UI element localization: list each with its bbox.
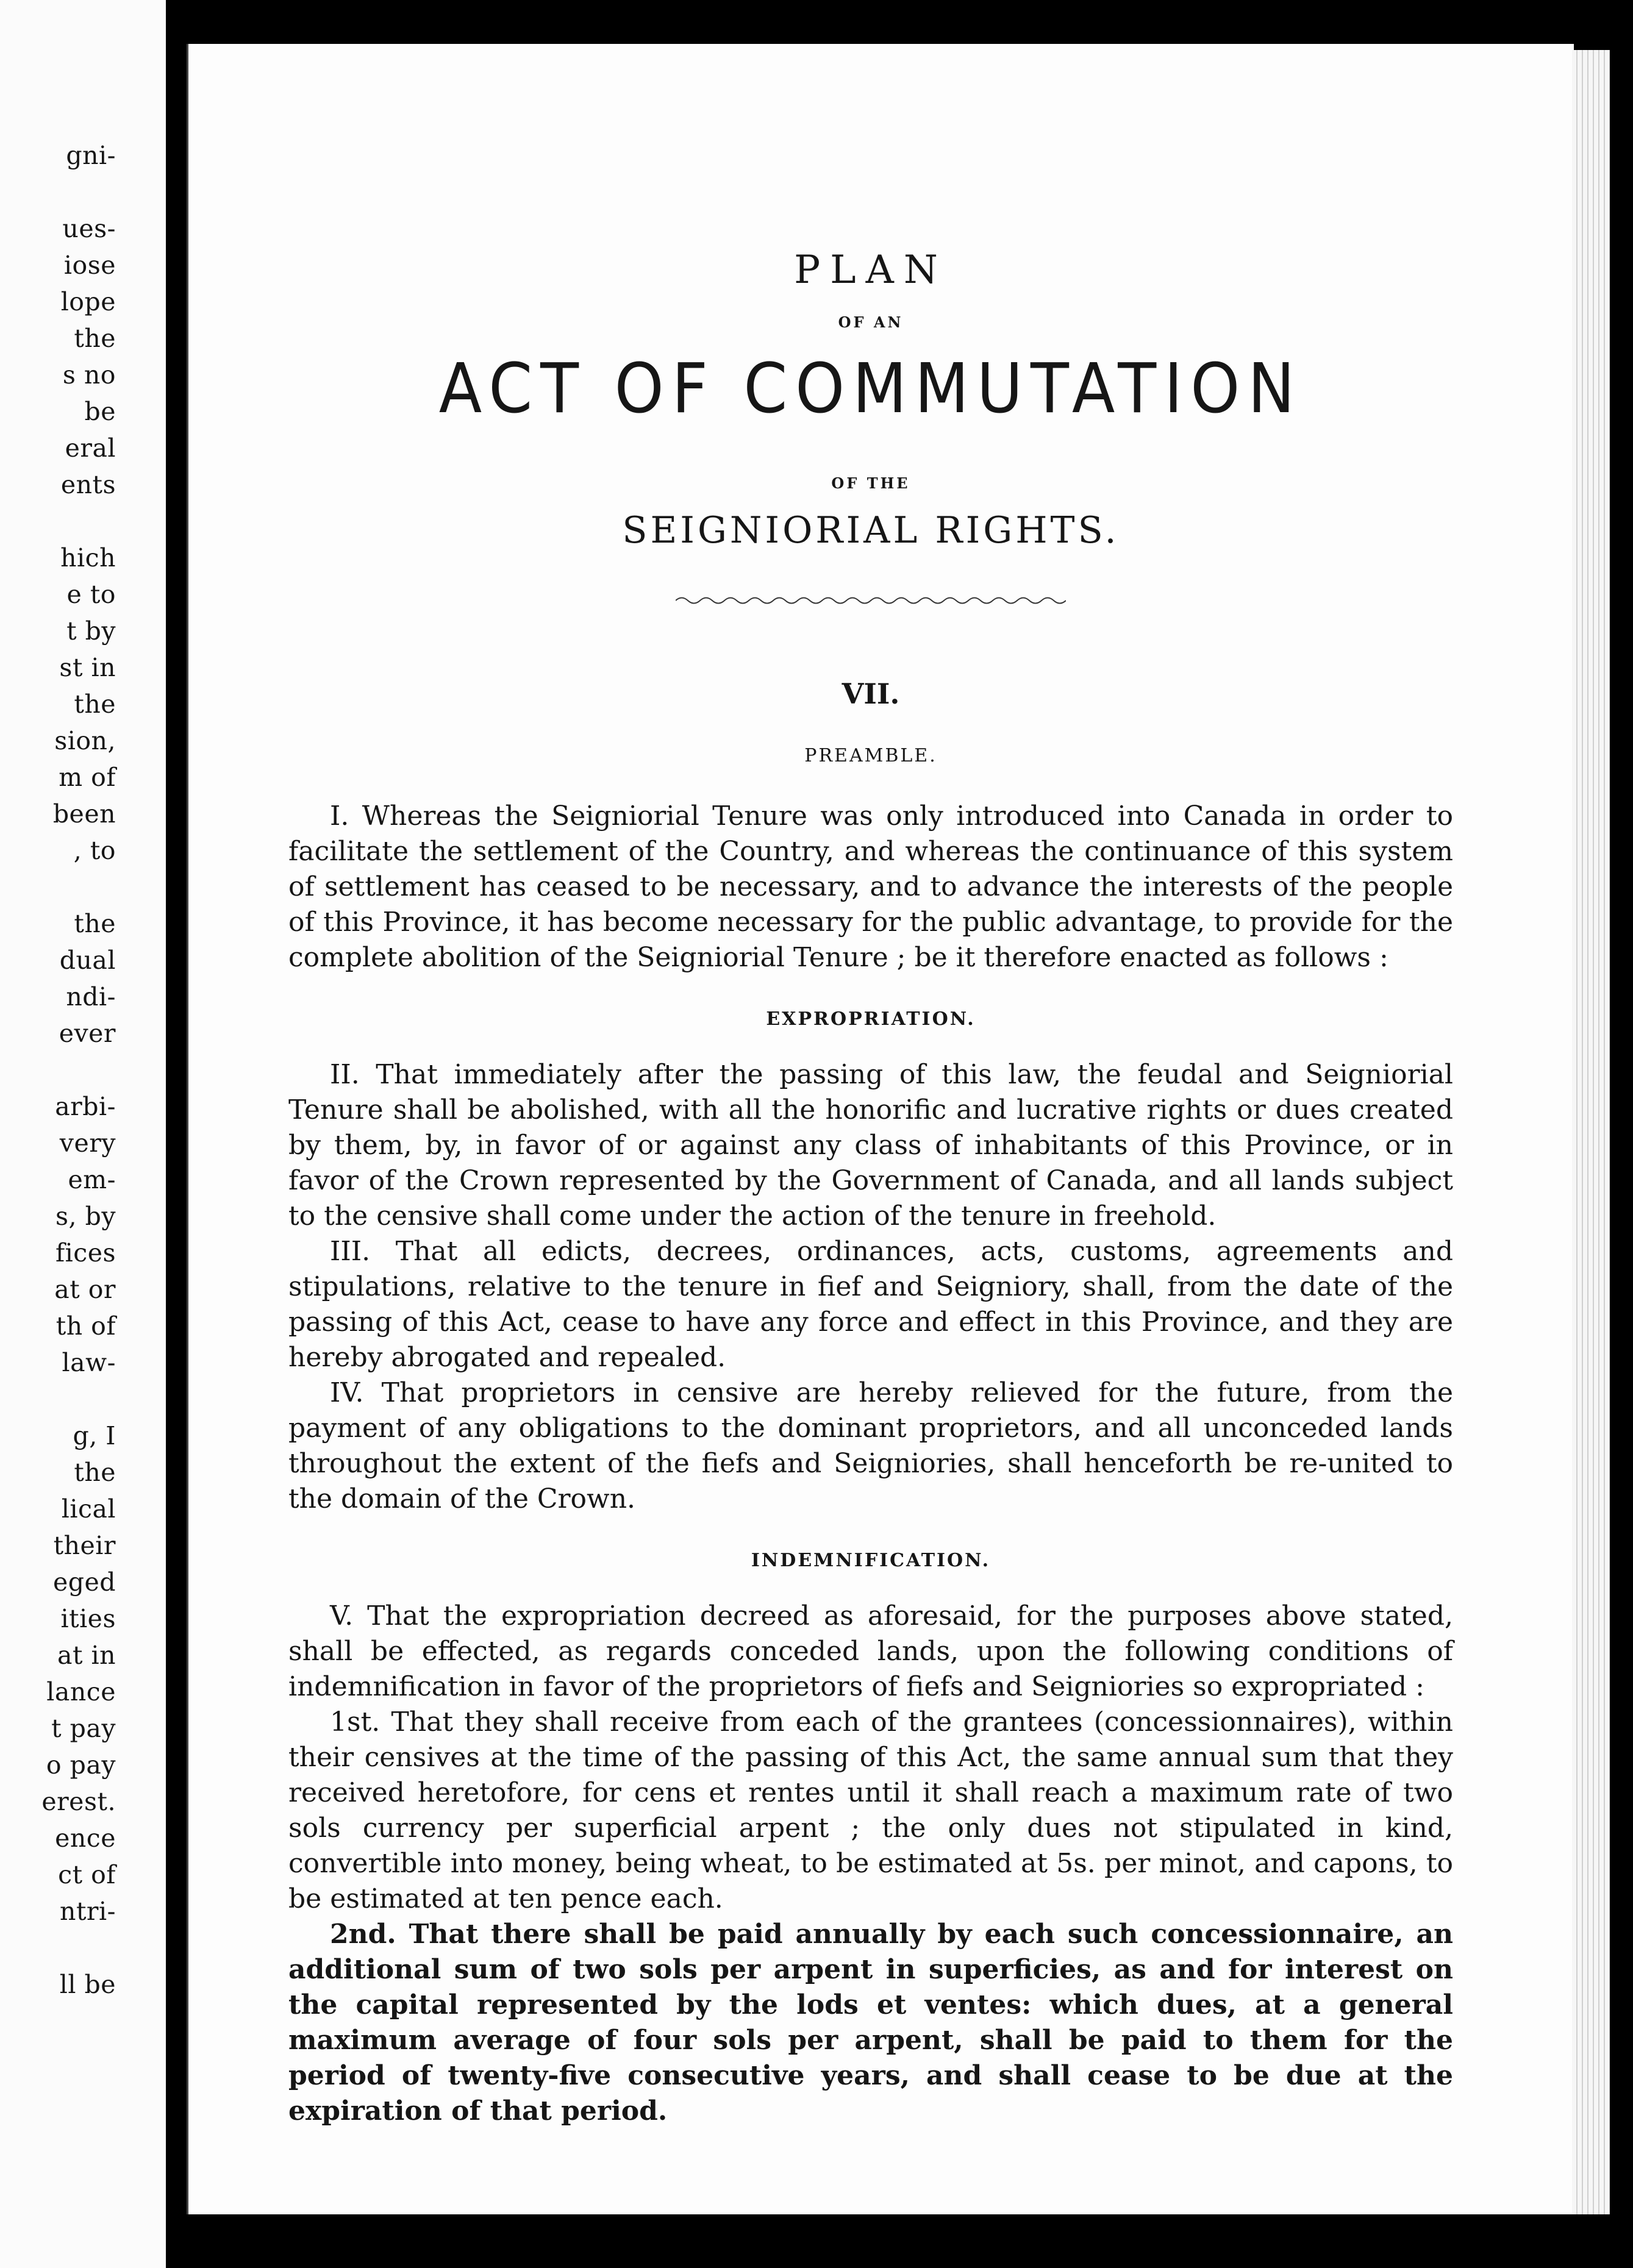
facing-page-fragment: be — [84, 397, 116, 426]
facing-page-edge — [0, 0, 168, 2268]
facing-page-fragment: erest. — [41, 1787, 116, 1816]
facing-page-fragment: ntri- — [60, 1897, 116, 1926]
paragraph-3: III. That all edicts, decrees, ordinances, acts, customs, agreements and stipulations, relative to the tenure in fief and Seigniory, shall, from the date of the passing of this Act, cease to have any force and effect in this Province, and they are hereby abrogated and repealed. — [288, 1236, 1453, 1373]
facing-page-fragment — [0, 1381, 116, 1417]
facing-page-fragment: o pay — [46, 1750, 116, 1780]
facing-page-fragment: st in — [59, 653, 116, 682]
facing-page-fragment: ct of — [58, 1860, 116, 1889]
facing-page-fragment: at or — [54, 1275, 116, 1304]
facing-page-fragment — [0, 174, 116, 210]
title-act-of-commutation: ACT OF COMMUTATION — [438, 349, 1303, 429]
facing-page-fragment: s no — [62, 360, 116, 390]
facing-page-fragment: arbi- — [55, 1092, 116, 1121]
facing-page-fragment — [0, 503, 116, 540]
facing-page-fragment: been — [52, 799, 116, 829]
document-page — [187, 44, 1574, 2214]
facing-page-fragment: law- — [62, 1348, 116, 1377]
section-number: VII. — [842, 677, 900, 710]
facing-page-fragment: their — [53, 1531, 116, 1560]
title-of-the: OF THE — [831, 474, 910, 492]
page-edge-stack — [1572, 50, 1610, 2214]
title-seigniorial-rights: SEIGNIORIAL RIGHTS. — [622, 509, 1120, 552]
facing-page-fragment: e to — [66, 580, 116, 609]
facing-page-fragment: hich — [60, 543, 116, 572]
preamble-heading: PREAMBLE. — [804, 745, 937, 766]
facing-page-fragment: eral — [65, 433, 116, 463]
facing-page-fragment: very — [59, 1129, 116, 1158]
title-of-an: OF AN — [838, 313, 904, 331]
facing-page-fragment: g, I — [73, 1421, 116, 1450]
paragraph-5-first-condition: 1st. That they shall receive from each of the grantees (concessionnaires), within their censives at the time of the passing of this Act, the same annual sum that they received heretofore, for cens et rentes until it shall reach a maximum rate of two sols currency per superficial arpent ; the only dues not stipulated in kind, convertible into money, being wheat, to be estimated at 5s. per minot, and capons, to be estimated at ten pence each. — [288, 1706, 1453, 1914]
facing-page-fragment: lical — [61, 1494, 116, 1524]
book-gutter — [166, 0, 187, 2268]
facing-page-fragment: iose — [63, 251, 116, 280]
facing-page-fragment — [0, 1052, 116, 1088]
facing-page-fragment: the — [74, 909, 116, 938]
page-content — [288, 243, 1453, 2129]
facing-page-fragment: t by — [66, 616, 116, 646]
facing-page-fragment: ities — [60, 1604, 116, 1633]
paragraph-5: V. That the expropriation decreed as aforesaid, for the purposes above stated, shall be effected, as regards conceded lands, upon the following conditions of indemnification in favor of the proprietors of fiefs and Seigniories so expropriated : — [288, 1600, 1453, 1702]
facing-page-fragment: gni- — [66, 141, 116, 170]
facing-page-fragment: ents — [60, 470, 116, 499]
paragraph-5-second-condition: 2nd. That there shall be paid annually by each such concessionnaire, an additional sum of two sols per arpent in superficies, as and for interest on the capital represented by the lods et ventes: which dues, at a general maximum average of four sols per arpent, shall be paid to them for the period of twenty-five consecutive years, and shall cease to be due at the expiration of that period. — [288, 1919, 1453, 2127]
ornamental-wavy-rule — [676, 593, 1066, 608]
facing-page-fragment: eged — [52, 1567, 116, 1597]
indemnification-heading: INDEMNIFICATION. — [751, 1550, 991, 1571]
facing-page-fragment: ence — [55, 1824, 116, 1853]
facing-page-fragment: , to — [73, 836, 116, 865]
facing-page-text-fragments — [0, 137, 116, 2003]
paragraph-4: IV. That proprietors in censive are hereby relieved for the future, from the payment of any obligations to the dominant proprietors, and all unconceded lands throughout the extent of the fiefs and Seigniories, shall henceforth be re-united to the domain of the Crown. — [288, 1377, 1453, 1514]
preamble-paragraph: I. Whereas the Seigniorial Tenure was only introduced into Canada in order to facilitate the settlement of the Country, and whereas the continuance of this system of settlement has ceased to be necessary, and to advance the interests of the people of this Province, it has become necessary for the public advantage, to provide for the complete abolition of the Seigniorial Tenure ; be it therefore enacted as follows : — [288, 801, 1453, 973]
paragraph-2: II. That immediately after the passing of this law, the feudal and Seigniorial Tenure shall be abolished, with all the honorific and lucrative rights or dues created by them, by, in favor of or against any class of inhabitants of this Province, or in favor of the Crown represented by the Government of Canada, and all lands subject to the censive shall come under the action of the tenure in freehold. — [288, 1059, 1453, 1232]
facing-page-fragment — [0, 1930, 116, 1966]
expropriation-heading: EXPROPRIATION. — [766, 1008, 976, 1030]
facing-page-fragment: m of — [59, 763, 116, 792]
facing-page-fragment: fices — [55, 1238, 116, 1268]
title-block — [288, 243, 1453, 768]
facing-page-fragment: sion, — [54, 726, 116, 755]
facing-page-fragment: em- — [68, 1165, 116, 1194]
facing-page-fragment: the — [74, 1458, 116, 1487]
facing-page-fragment: ues- — [62, 214, 116, 243]
facing-page-fragment: lope — [60, 287, 116, 316]
facing-page-fragment: lance — [46, 1677, 116, 1706]
facing-page-fragment: the — [74, 690, 116, 719]
facing-page-fragment: at in — [57, 1641, 116, 1670]
title-plan: PLAN — [794, 248, 948, 293]
facing-page-fragment: dual — [59, 946, 116, 975]
facing-page-fragment — [0, 869, 116, 905]
facing-page-fragment: ll be — [59, 1970, 116, 1999]
facing-page-fragment: the — [74, 324, 116, 353]
facing-page-fragment: s, by — [55, 1202, 116, 1231]
facing-page-fragment: ndi- — [66, 982, 116, 1011]
facing-page-fragment: th of — [55, 1311, 116, 1341]
facing-page-fragment: ever — [59, 1019, 116, 1048]
facing-page-fragment: t pay — [51, 1714, 116, 1743]
